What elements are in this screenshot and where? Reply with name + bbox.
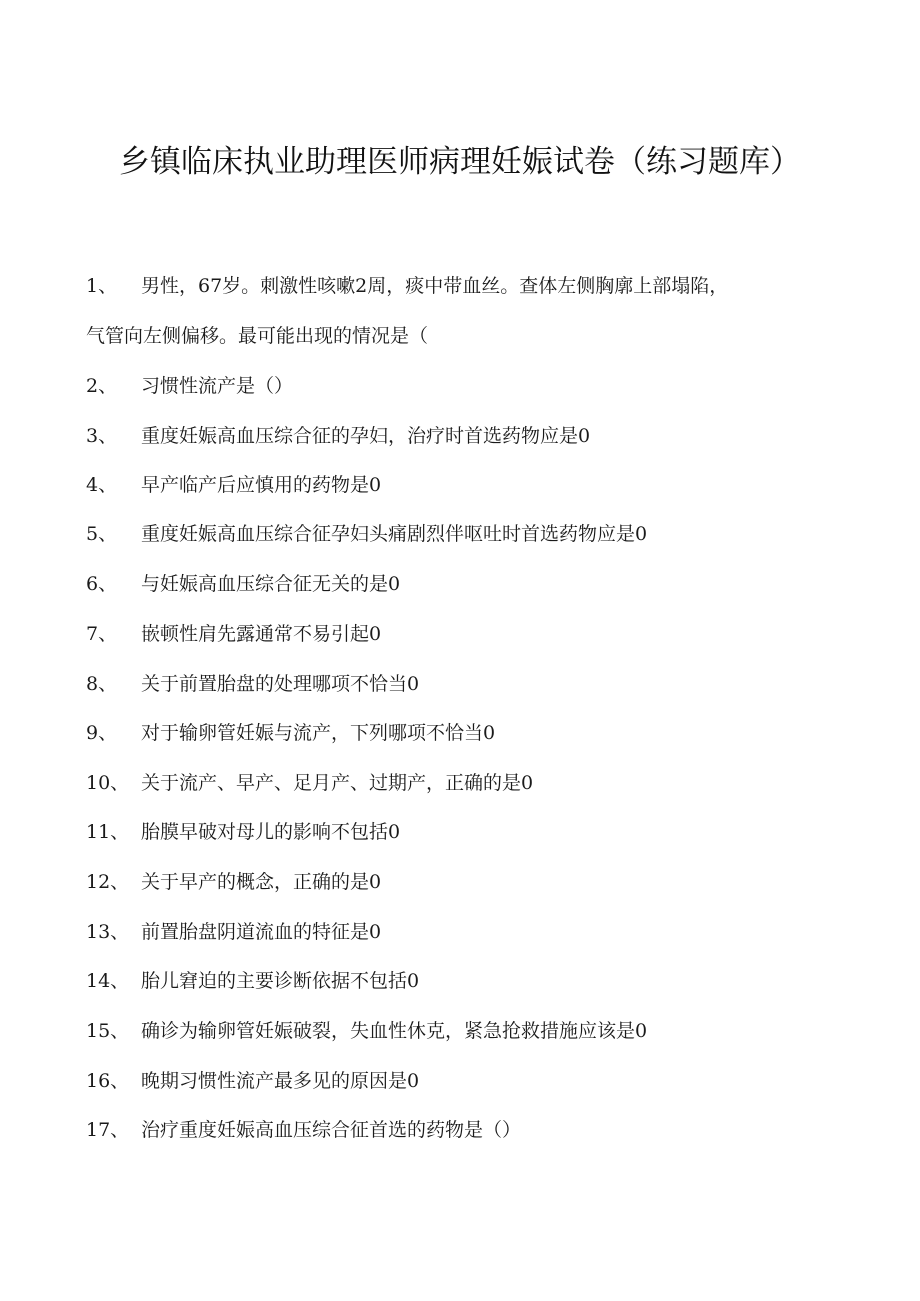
question-number: 3、 — [86, 425, 118, 447]
question-number: 10、 — [86, 772, 130, 794]
question-text: 对于输卵管妊娠与流产，下列哪项不恰当0 — [141, 722, 496, 744]
question-text: 前置胎盘阴道流血的特征是0 — [141, 921, 382, 943]
question-text: 胎儿窘迫的主要诊断依据不包括0 — [141, 970, 420, 992]
question-text: 早产临产后应慎用的药物是0 — [141, 474, 382, 496]
question-text: 关于流产、早产、足月产、过期产，正确的是0 — [141, 772, 534, 794]
question-text: 胎膜早破对母儿的影响不包括0 — [141, 821, 401, 843]
question-text: 与妊娠高血压综合征无关的是0 — [141, 573, 401, 595]
question-text: 关于早产的概念，正确的是0 — [141, 871, 382, 893]
question-number: 5、 — [86, 523, 118, 545]
question-text: 习惯性流产是（） — [141, 375, 294, 397]
question-text: 男性，67岁。刺激性咳嗽2周，痰中带血丝。查体左侧胸廓上部塌陷， — [141, 275, 729, 297]
question-number: 2、 — [86, 375, 118, 397]
question-number: 17、 — [86, 1119, 130, 1141]
question-number: 1、 — [86, 275, 118, 297]
question-text: 嵌顿性肩先露通常不易引起0 — [141, 623, 382, 645]
question-number: 4、 — [86, 474, 118, 496]
question-text: 治疗重度妊娠高血压综合征首选的药物是（） — [141, 1119, 522, 1141]
document-title: 乡镇临床执业助理医师病理妊娠试卷（练习题库） — [119, 144, 801, 180]
question-text-continuation: 气管向左侧偏移。最可能出现的情况是（ — [86, 325, 429, 347]
question-number: 7、 — [86, 623, 118, 645]
question-text: 晚期习惯性流产最多见的原因是0 — [141, 1070, 420, 1092]
question-text: 关于前置胎盘的处理哪项不恰当0 — [141, 673, 420, 695]
question-number: 13、 — [86, 921, 130, 943]
question-number: 9、 — [86, 722, 118, 744]
question-text: 确诊为输卵管妊娠破裂，失血性休克，紧急抢救措施应该是0 — [141, 1020, 648, 1042]
question-text: 重度妊娠高血压综合征的孕妇，治疗时首选药物应是0 — [141, 425, 591, 447]
question-number: 16、 — [86, 1070, 130, 1092]
question-text: 重度妊娠高血压综合征孕妇头痛剧烈伴呕吐时首选药物应是0 — [141, 523, 648, 545]
question-number: 8、 — [86, 673, 118, 695]
question-number: 6、 — [86, 573, 118, 595]
question-number: 14、 — [86, 970, 130, 992]
question-number: 15、 — [86, 1020, 130, 1042]
question-number: 11、 — [86, 821, 130, 843]
question-number: 12、 — [86, 871, 130, 893]
